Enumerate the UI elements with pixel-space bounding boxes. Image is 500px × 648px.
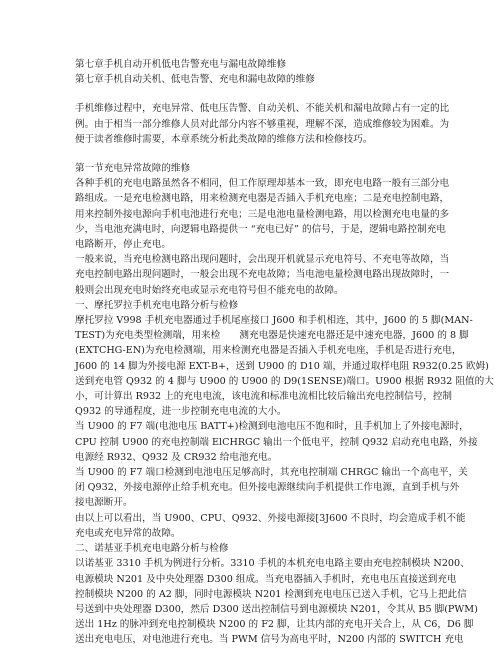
document-title xyxy=(75,57,448,87)
body-line: Q932 的导通程度，进一步控制充电电流的大小。 xyxy=(75,406,287,418)
body-line: 充电控制电路出现问题时，一般会出现不充电故障；当电池电量检测电路出现故障时，一 xyxy=(75,269,450,281)
body-line: 路组成。一是充电检测电路，用来检测充电器是否插入手机充电座；二是充电控制电路， xyxy=(75,193,450,205)
title-line: 第七章手机自动关机、低电告警、充电和漏电故障的维修 xyxy=(75,74,315,86)
body-line: 送到充电管 Q932 的 4 脚与 U900 的 U900 的 D9(1SENSE)端口。U900 根据 R932 阻值的大 xyxy=(75,375,494,387)
body-line: 闭 Q932，外接电源停止给手机充电。但外接电源继续向手机提供工作电源，直到手机与外 xyxy=(75,482,460,494)
body-line: 小，可计算出 R932 上的充电电流，该电流和标准电流相比较后输出充电控制信号，控制 xyxy=(75,391,453,403)
body-line: 送出充电电压，对电池进行充电。当 PWM 信号为高电平时，N200 内部的 SWITCH 充电 xyxy=(75,634,464,646)
body-line: 接电源断开。 xyxy=(75,497,133,509)
body-line: 电源经 R932、Q932 及 CR932 给电池充电。 xyxy=(75,451,278,463)
body-line: 控制模块 N200 的 A2 脚，同时电源模块 N201 检测到充电电压已送入手机，它马上把此信 xyxy=(75,588,467,600)
subsection-heading: 二、诺基亚手机充电电路分析与检修 xyxy=(75,543,229,555)
body-line: 少，当电池充满电时，向逻辑电路提供一 “充电已好” 的信号，于是，逻辑电路控制充电 xyxy=(75,223,446,235)
body-line: 各种手机的充电电路虽然各不相同，但工作原理却基本一致，即充电电路一般有三部分电 xyxy=(75,178,450,190)
body-line: CPU 控制 U900 的充电控制端 ElCHRGC 输出一个低电平，控制 Q932 启动充电电路，外接 xyxy=(75,436,478,448)
title-line: 第七章手机自动开机低电告警充电与漏电故障维修 xyxy=(75,59,287,70)
intro-paragraph xyxy=(75,101,448,147)
body-line: 电源模块 N201 及中央处理器 D300 组成。当充电器插入手机时，充电电压直接送到充电 xyxy=(75,573,457,585)
intro-line: 便于读者维修时需要，本章系统分析此类故障的维修方法和检修技巧。 xyxy=(75,133,373,145)
section-heading: 第一节充电异常故障的维修 xyxy=(75,163,191,175)
intro-line: 手机维修过程中，充电异常、低电压告警、自动关机、不能关机和漏电故障占有一定的比 xyxy=(75,103,450,115)
body-line: 电路断开，停止充电。 xyxy=(75,239,171,251)
body-line: (EXTCHG-EN)为充电检测端，用来检测充电器是否插入手机充电座，手机是否进行充电， xyxy=(75,345,462,357)
body-line: J600 的 14 脚为外接电源 EXT-B+，送到 U900 的 D10 端，并通过取样电阻 R932(0.25 欧姆) xyxy=(75,360,489,372)
body-line: 送出 1Hz 的脉冲到充电控制模块 N200 的 F2 脚，让其内部的充电开关合上，从 C6，D6 脚 xyxy=(75,619,474,631)
body-line: 摩托罗拉 V998 手机充电器通过手机尾座接口 J600 和手机相连，其中，J600 的 5 脚(MAN- xyxy=(75,315,473,327)
intro-line: 例。由于相当一部分维修人员对此部分内容不够重视，理解不深，造成维修较为困难。为 xyxy=(75,118,450,130)
body-line: 号送到中央处理器 D300，然后 D300 送出控制信号到电源模块 N201，令其从 B5 脚(PWM) xyxy=(75,603,478,615)
subsection-heading: 一、摩托罗拉手机充电电路分析与检修 xyxy=(75,299,239,311)
body-line: TEST)为充电类型检测端，用来检 测充电器是快速充电器还是中速充电器，J600 的 8 脚 xyxy=(75,330,469,342)
body-line: 当 U900 的 F7 端口检测到电池电压足够高时，其充电控制端 CHRGC 输出一个高电平，关 xyxy=(75,467,468,479)
body-line: 充电或充电异常的故障。 xyxy=(75,527,181,539)
body-line: 以诺基亚 3310 手机为例进行分析。3310 手机的本机充电电路主要由充电控制模块 N200、 xyxy=(75,558,470,570)
body-line: 当 U900 的 F7 端(电池电压 BATT+)检测到电池电压不饱和时，且手机加上了外接电源时， xyxy=(75,421,469,433)
body-line: 一般来说，当充电检测电路出现问题时，会出现开机就显示充电符号、不充电等故障，当 xyxy=(75,254,450,266)
body-line: 般则会出现充电时始终充电或显示充电符号但不能充电的故障。 xyxy=(75,284,344,296)
section-charging-faults xyxy=(75,161,494,648)
body-line: 用来控制外接电源向手机电池进行充电；三是电池电量检测电路，用以检测充电电量的多 xyxy=(75,208,450,220)
body-line: 由以上可以看出，当 U900、CPU、Q932、外接电源接[3J600 不良时，均会造成手机不能 xyxy=(75,512,466,524)
